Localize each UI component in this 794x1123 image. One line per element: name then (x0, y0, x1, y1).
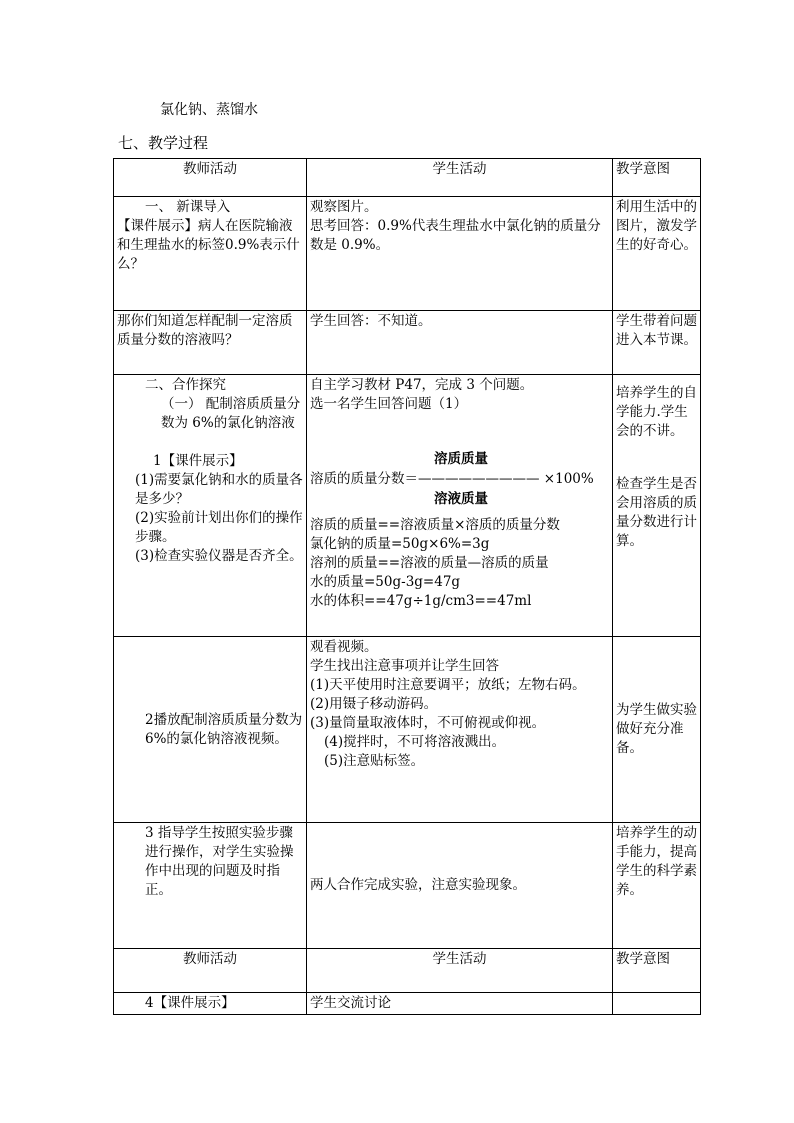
teacher-text: 一、 新课导入 (145, 199, 231, 215)
student-cell (307, 375, 613, 637)
intent-cell (613, 197, 701, 311)
student-text: (3)量筒量取液体时，不可俯视或仰视。 (310, 715, 546, 731)
teacher-text: (1)需要氯化钠和水的质量各是多少？ (135, 472, 303, 507)
teacher-text: 【课件展示】病人在医院输液和生理盐水的标签0.9%表示什么？ (117, 218, 300, 272)
teacher-text: 那你们知道怎样配制一定溶质质量分数的溶液吗？ (117, 313, 293, 348)
student-text: 水的质量=50g-3g=47g (310, 574, 461, 590)
table-header-row (114, 159, 701, 197)
teacher-cell (114, 993, 307, 1015)
intent-text: 为学生做实验做好充分准备。 (616, 702, 697, 756)
intent-text: 利用生活中的图片，激发学生的好奇心。 (616, 199, 697, 253)
student-text: 观察图片。 (310, 199, 378, 215)
student-text: 观看视频。 (310, 639, 378, 655)
header-intent: 教学意图 (613, 159, 701, 197)
student-text: 自主学习教材 P47，完成 3 个问题。 (310, 377, 534, 393)
teaching-process-table (113, 158, 701, 1015)
table-row (114, 197, 701, 311)
teacher-text: 4【课件展示】 (145, 995, 235, 1011)
formula-numerator: 溶质质量 (434, 451, 488, 467)
header-teacher: 教师活动 (114, 949, 307, 993)
header-student: 学生活动 (307, 949, 613, 993)
student-text: 思考回答：0.9%代表生理盐水中氯化钠的质量分数是 0.9%。 (310, 218, 601, 253)
teacher-cell (114, 197, 307, 311)
intent-cell (613, 823, 701, 949)
teacher-cell (114, 637, 307, 823)
student-text: 学生回答：不知道。 (310, 313, 432, 329)
teacher-text: (2)实验前计划出你们的操作步骤。 (135, 510, 303, 545)
student-text: 溶剂的质量==溶液的质量—溶质的质量 (310, 555, 549, 571)
table-header-row (114, 949, 701, 993)
teacher-text: 2播放配制溶质质量分数为 6%的氯化钠溶液视频。 (145, 711, 303, 747)
table-row (114, 637, 701, 823)
student-cell (307, 197, 613, 311)
teacher-cell (114, 823, 307, 949)
student-text: (4)搅拌时，不可将溶液溅出。 (324, 734, 506, 750)
teacher-text: 1【课件展示】 (153, 453, 243, 469)
student-cell (307, 993, 613, 1015)
section-title: 七、教学过程 (118, 134, 209, 152)
teacher-text: 二、合作探究 (145, 377, 226, 393)
student-text: (2)用镊子移动游码。 (310, 696, 438, 712)
teacher-text: 3 指导学生按照实验步骤进行操作，对学生实验操作中出现的问题及时指正。 (145, 825, 294, 898)
teacher-text: (3)检查实验仪器是否齐全。 (135, 548, 303, 564)
header-teacher: 教师活动 (114, 159, 307, 197)
intent-cell (613, 637, 701, 823)
formula-expression: 溶质的质量分数＝————————— ×100% (310, 471, 594, 487)
intent-text: 培养学生的自学能力.学生会的不讲。 (616, 385, 697, 439)
intent-text: 培养学生的动手能力，提高学生的科学素养。 (616, 825, 697, 898)
student-text: 学生交流讨论 (310, 995, 391, 1011)
intent-text: 检查学生是否会用溶质的质量分数进行计算。 (616, 476, 697, 549)
mass-fraction-formula (310, 450, 609, 508)
student-text: 氯化钠的质量=50g×6%=3g (310, 536, 490, 552)
intent-cell (613, 311, 701, 375)
intent-cell (613, 375, 701, 637)
student-cell (307, 311, 613, 375)
student-text: (5)注意贴标签。 (324, 753, 425, 769)
student-cell (307, 823, 613, 949)
student-text: 溶质的质量==溶液质量×溶质的质量分数 (310, 517, 560, 533)
materials-line: 氯化钠、蒸馏水 (160, 102, 258, 118)
table-row (114, 311, 701, 375)
teacher-text: （一） 配制溶质质量分数为 6%的氯化钠溶液 (161, 396, 301, 431)
formula-denominator: 溶液质量 (434, 491, 488, 507)
intent-cell (613, 993, 701, 1015)
intent-text: 学生带着问题进入本节课。 (616, 313, 697, 348)
table-row (114, 823, 701, 949)
student-text: 选一名学生回答问题（1） (310, 396, 468, 412)
table-row (114, 993, 701, 1015)
header-student: 学生活动 (307, 159, 613, 197)
teacher-cell (114, 311, 307, 375)
student-text: 水的体积==47g÷1g/cm3==47ml (310, 593, 532, 609)
header-intent: 教学意图 (613, 949, 701, 993)
table-row (114, 375, 701, 637)
student-text: 学生找出注意事项并让学生回答 (310, 658, 499, 674)
student-text: 两人合作完成实验，注意实验现象。 (310, 877, 526, 893)
student-text: (1)天平使用时注意要调平；放纸；左物右码。 (310, 677, 586, 693)
teacher-cell (114, 375, 307, 637)
student-cell (307, 637, 613, 823)
